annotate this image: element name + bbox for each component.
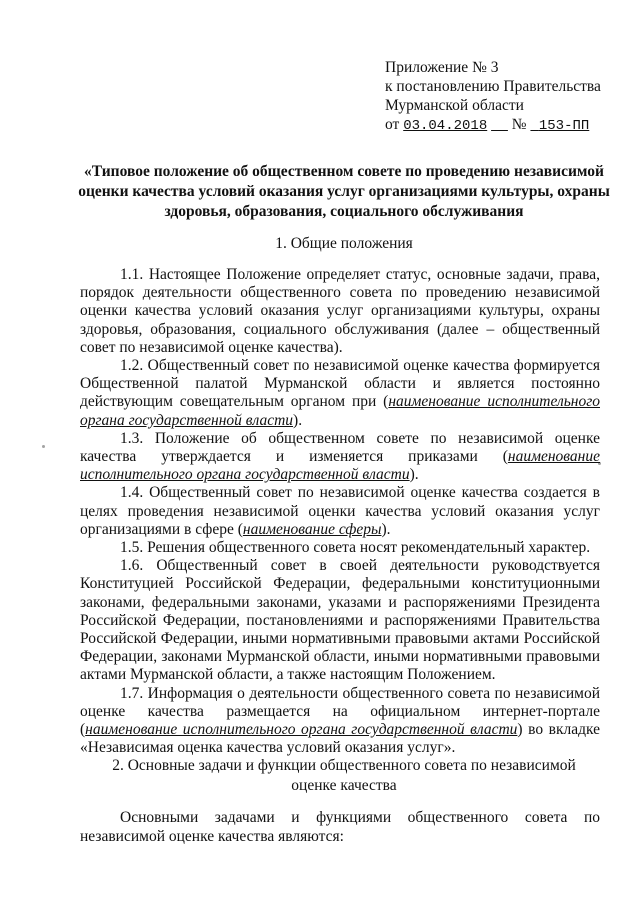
- section2-heading-line1: 2. Основные задачи и функции общественного совета по независимой: [112, 757, 576, 774]
- section1-heading: 1. Общие положения: [275, 235, 413, 252]
- decree-date: 03.04.2018: [403, 118, 488, 134]
- placeholder-authority: наименование исполнительного органа государственной власти: [80, 448, 600, 484]
- scan-speck: [42, 445, 45, 448]
- date-prefix: от: [385, 116, 400, 133]
- paragraph-1-5: 1.5. Решения общественного совета носят рекомендательный характер.: [120, 539, 591, 557]
- paragraph-1-3: 1.3. Положение об общественном совете по независимой оценке качества утверждается и изменяется приказами (наименование исполнительного органа государственной власти).: [80, 429, 600, 484]
- appendix-number: Приложение № 3: [385, 59, 499, 76]
- placeholder-authority: наименование исполнительного органа государственной власти: [80, 393, 600, 429]
- number-prefix: №: [511, 116, 527, 133]
- section2-heading-line2: оценке качества: [291, 777, 397, 794]
- section2-intro: [80, 808, 600, 846]
- section2-intro-text: Основными задачами и функциями общественного совета по независимой оценке качества являются:: [80, 809, 600, 845]
- decree-number: 153-ПП: [538, 118, 590, 134]
- paragraph-1-7: 1.7. Информация о деятельности общественного совета по независимой оценке качества размещается на официальном интернет-портале (наименование исполнительного органа государственной власти) во вкладке «Независимая оценка качества условий оказания услуг».: [80, 684, 601, 757]
- section1-body: [80, 266, 600, 757]
- paragraph-1-4: 1.4. Общественный совет по независимой оценке качества создается в целях проведения независимой оценки качества условий оказания услуг организациями в сфере (наименование сферы).: [80, 484, 600, 538]
- placeholder-authority: наименование исполнительного органа государственной власти: [85, 721, 518, 739]
- paragraph-1-6: 1.6. Общественный совет в своей деятельности руководствуется Конституцией Российской Федерации, федеральными конституционными законами, федеральными законами, указами и распоряжениями Президента Российской Федерации, постановлениями и распоряжениями Правительства Российской Федерации, иными нормативными правовыми актами Российской Федерации, законами Мурманской области, иными нормативными правовыми актами Мурманской области, а также настоящим Положением.: [80, 557, 600, 684]
- document-title: «Типовое положение об общественном совете по проведению независимой оценки качества условий оказания услуг организациями культуры, охраны здоровья, образования, социального обслуживания: [78, 163, 610, 220]
- appendix-region: Мурманской области: [385, 97, 524, 114]
- paragraph-1-1: 1.1. Настоящее Положение определяет статус, основные задачи, права, порядок деятельности общественного совета по проведению независимой оценки качества условий оказания услуг организациями культуры, охраны здоровья, образования, социального обслуживания (далее – общественный совет по независимой оценке качества).: [80, 266, 600, 356]
- paragraph-1-2: 1.2. Общественный совет по независимой оценке качества формируется Общественной палатой Мурманской области и является постоянно действующим совещательным органом при (наименование исполнительного органа государственной власти).: [80, 357, 600, 429]
- appendix-decree: к постановлению Правительства: [385, 78, 601, 95]
- placeholder-sphere: наименование сферы: [242, 520, 382, 538]
- section2-heading: [70, 756, 618, 796]
- appendix-date-line: [385, 115, 625, 136]
- appendix-block: [385, 58, 625, 136]
